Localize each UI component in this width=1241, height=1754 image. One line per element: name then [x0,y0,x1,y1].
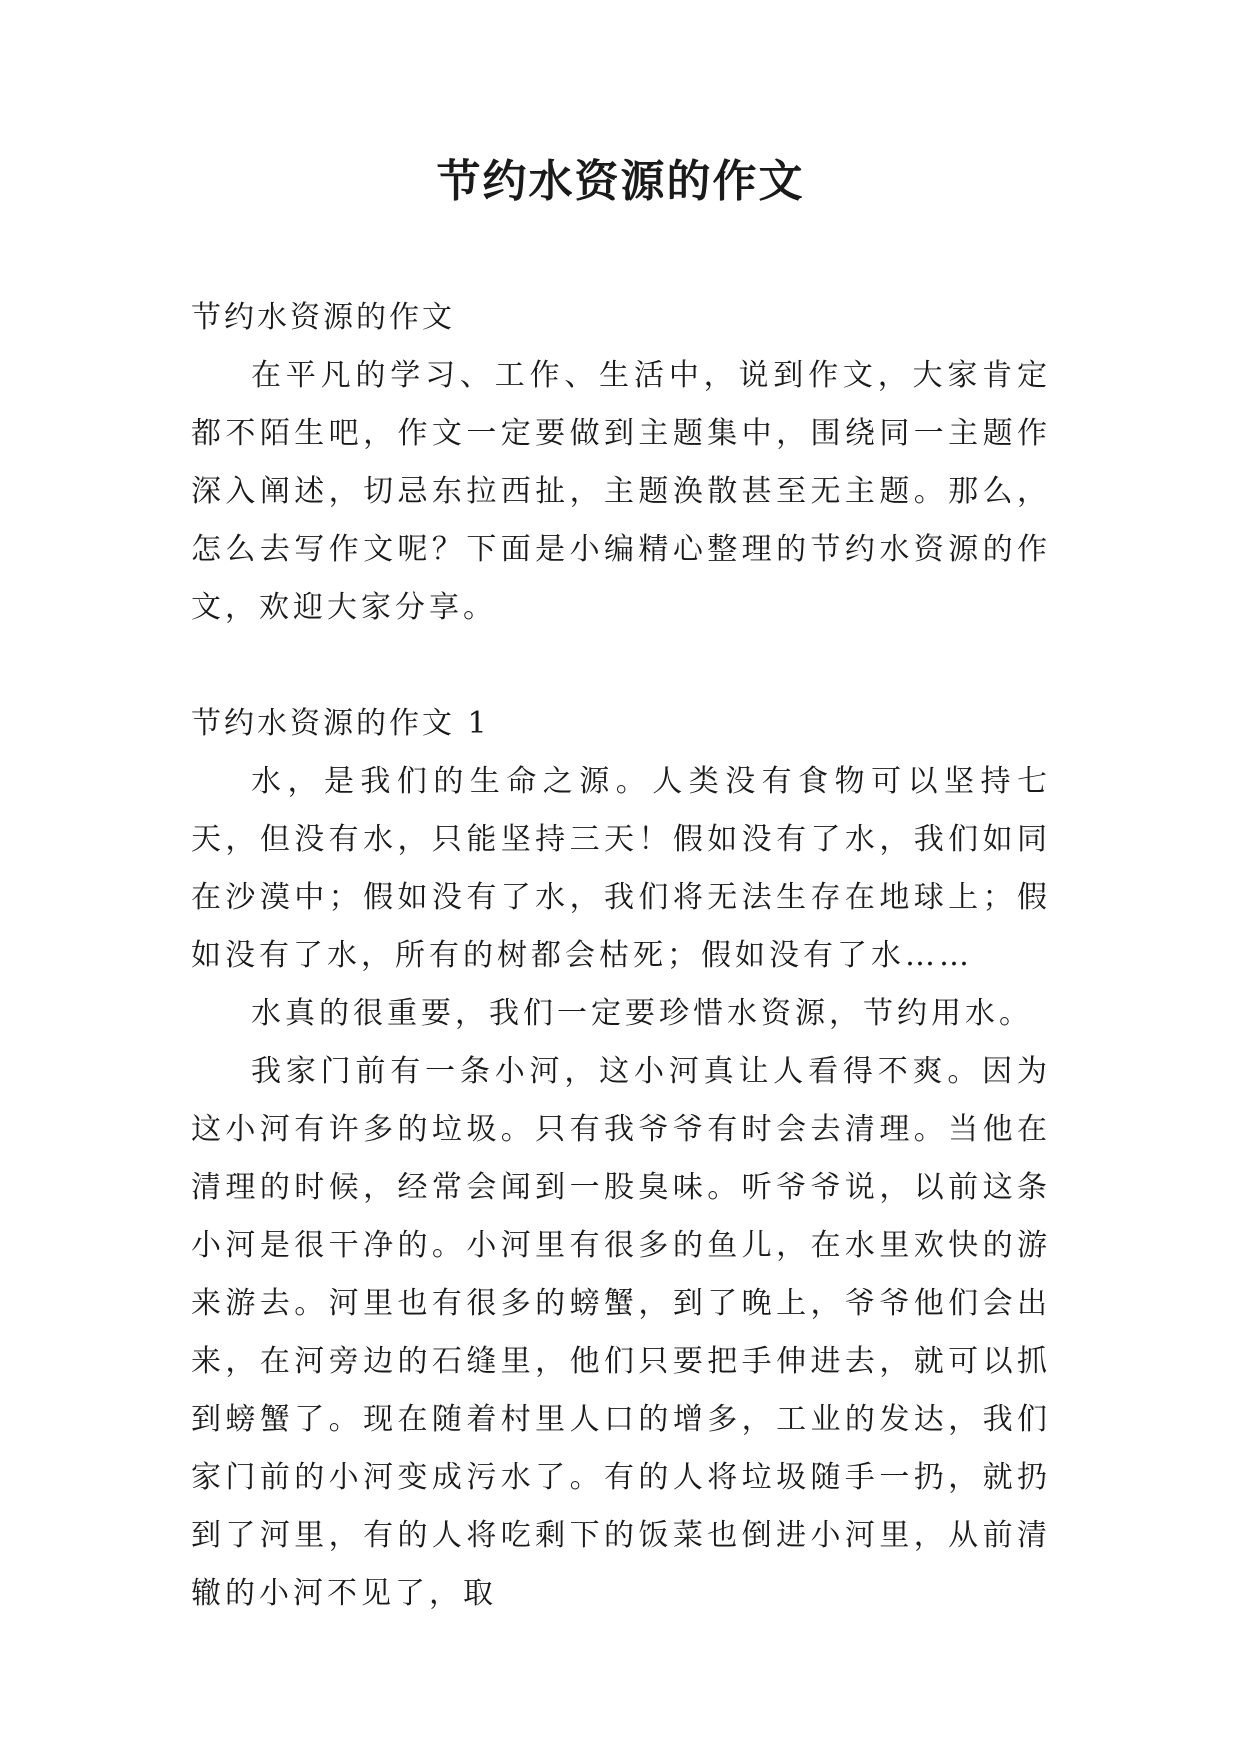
intro-heading: 节约水资源的作文 [191,300,455,335]
essay-1-paragraph: 我家门前有一条小河，这小河真让人看得不爽。因为这小河有许多的垃圾。只有我爷爷有时会去清理。当他在清理的时候，经常会闻到一股臭味。听爷爷说，以前这条小河是很干净的。小河里有很多的鱼儿，在水里欢快的游来游去。河里也有很多的螃蟹，到了晚上，爷爷他们会出来，在河旁边的石缝里，他们只要把手伸进去，就可以抓到螃蟹了。现在随着村里人口的增多，工业的发达，我们家门前的小河变成污水了。有的人将垃圾随手一扔，就扔到了河里，有的人将吃剩下的饭菜也倒进小河里，从前清辙的小河不见了，取 [191,1054,1051,1611]
intro-paragraph: 在平凡的学习、工作、生活中，说到作文，大家肯定都不陌生吧，作文一定要做到主题集中，围绕同一主题作深入阐述，切忌东拉西扯，主题涣散甚至无主题。那么，怎么去写作文呢？下面是小编精心整理的节约水资源的作文，欢迎大家分享。 [191,358,1051,625]
essay-1-paragraph: 水，是我们的生命之源。人类没有食物可以坚持七天，但没有水，只能坚持三天！假如没有了水，我们如同在沙漠中；假如没有了水，我们将无法生存在地球上；假如没有了水，所有的树都会枯死；假如没有了水…… [191,764,1051,973]
essay-1-heading: 节约水资源的作文 1 [191,706,490,741]
document-title: 节约水资源的作文 [436,156,805,207]
essay-1-section [191,695,1051,1623]
intro-section [191,289,1051,637]
essay-1-paragraph: 水真的很重要，我们一定要珍惜水资源，节约用水。 [251,996,1033,1031]
